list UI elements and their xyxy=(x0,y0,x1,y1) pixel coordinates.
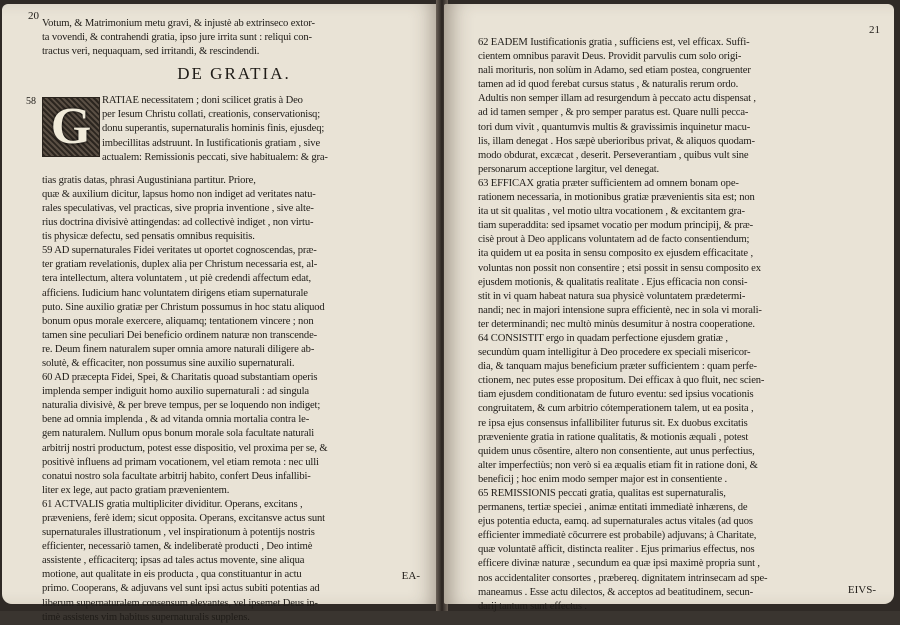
left-catchword: EA- xyxy=(401,570,420,582)
text-line: motione, aut qualitate in eis producta , qua constituantur in actu xyxy=(42,569,302,581)
text-line: bene ad omnia implenda , & ad vitanda omnia mortalia contra le- xyxy=(42,414,310,426)
text-line: præveniente gratia in ratione qualitatis, & motionis æquali , potest xyxy=(478,431,749,443)
right-page xyxy=(444,4,894,612)
text-line: ita ut sit qualitas , vel motio ultra vocationem , & excitantem gra- xyxy=(478,206,745,218)
text-line: quæ & auxilium dicitur, lapsus homo non indiget ad veritates natu- xyxy=(42,188,316,200)
text-line: re ipsa ejus consensus infallibiliter futurus sit. Ex duobus excitatis xyxy=(478,417,748,429)
text-line: congruitatem, & cum arbitrio cótemperationem talem, ut ea posita , xyxy=(478,403,754,415)
text-line: tis physicæ defectu, sed pensatis omnibus requisitis. xyxy=(42,231,255,243)
text-line: 63 EFFICAX gratia præter sufficientem ad omnem bonam ope- xyxy=(478,177,739,189)
text-line: tamen ad id quod ferebat cursus status , & naturalis rerum ordo. xyxy=(478,79,739,91)
margin-number: 58 xyxy=(26,96,36,108)
text-line: bonum opus morale exercere, aliquamq; tentationem vincere ; non xyxy=(42,315,314,327)
drop-cap-letter: G xyxy=(50,98,92,156)
text-line: naturalia divisivè, & per breve tempus, per se loquendo non indiget; xyxy=(42,400,321,412)
section-heading: DE GRATIA. xyxy=(177,64,291,84)
text-line: primo. Cooperans, & adjuvans vel sunt ipsi actus subiti potentias ad xyxy=(42,583,320,595)
text-line: RATIAE necessitatem ; doni scilicet gratis à Deo xyxy=(102,95,303,107)
text-line: quidem unus cōsentire, altero non consentiente, aut unus perfectius, xyxy=(478,445,755,457)
text-line: ter gratiam revelationis, duplex alia per Christum necessaria est, al- xyxy=(42,259,318,271)
text-line: conatui nostro sola facultate arbitrij habito, confert Deus infallibi- xyxy=(42,470,311,482)
text-line: darij tantum sunt effectus . xyxy=(478,600,587,612)
right-body-lines xyxy=(478,36,868,614)
text-line: efficere divinæ naturæ , secundum ea quæ ipsi maximè propria sunt , xyxy=(478,558,760,570)
text-line: per Iesum Christu collati, creationis, conservationisq; xyxy=(102,109,320,121)
text-line: tractus veri, nequaquam, sed irritandi, & rescindendi. xyxy=(42,46,260,58)
text-line: tera intellectum, altera voluntatem , ut piè credendi affectum edat, xyxy=(42,273,312,285)
text-line: secundùm quam intelligitur à Deo procedere ex speciali misericor- xyxy=(478,347,751,359)
text-line: tiam superaddita: sed ipsamet vocatio per modum principij, & præ- xyxy=(478,220,754,232)
text-line: liberum supernaturalem consensum elevantes, vel ipsemet Deus in- xyxy=(42,597,318,609)
text-line: cisè prout à Deo applicans voluntatem ad de facto consentiendum; xyxy=(478,234,750,246)
right-page-number: 21 xyxy=(869,24,880,36)
text-line: efficienter, necessariò tamen, & indeliberatè producti , Deo intimè xyxy=(42,541,313,553)
text-line: tiam ejusdem conditionatam de futuro eventu: sed ipsius vocationis xyxy=(478,389,754,401)
text-line: voluntas non possit non consentire ; etsi possit in sensu composito ex xyxy=(478,262,761,274)
text-line: ejusdem motionis, & qualitatis realitate . Ejus efficacia non consi- xyxy=(478,276,748,288)
text-line: stit in vi quam habeat natura sua physicè voluntatem prædetermi- xyxy=(478,290,746,302)
text-line: gem naturalem. Nullum opus bonum morale sola facultate naturali xyxy=(42,428,315,440)
left-body-lines xyxy=(42,174,426,625)
text-line: ita quidem ut ea posita in sensu composito ex ejusdem efficacitate , xyxy=(478,248,753,260)
text-line: rius doctrina divisivè attingendas: ad collectivè indiget , non virtu- xyxy=(42,217,314,229)
text-line: 61 ACTVALIS gratia multipliciter dividitur. Operans, excitans , xyxy=(42,498,303,510)
left-page xyxy=(2,4,440,623)
text-line: assistente , efficaciterq; ipsas ad tales actus movente, sine aliqua xyxy=(42,555,305,567)
text-line: 59 AD supernaturales Fidei veritates ut oportet cognoscendas, præ- xyxy=(42,245,317,257)
text-line: tori dum vivit , quantumvis multis & gravissimis inquinetur macu- xyxy=(478,121,751,133)
text-line: 60 AD præcepta Fidei, Spei, & Charitatis quoad substantiam operis xyxy=(42,372,318,384)
text-line: imbecillitas adstruunt. In Iustificationis gratiam , sive xyxy=(102,137,320,149)
text-line: re. Deum finem naturalem super omnia amore naturali diligere ab- xyxy=(42,343,315,355)
text-line: puto. Sine auxilio gratiæ per Christum possumus in hoc statu aliquod xyxy=(42,301,325,313)
text-line: arbitrij nostri productum, potest esse dispositio, vel proxima per se, & xyxy=(42,442,328,454)
text-line: afficiens. Iudicium hanc voluntatem dirigens etiam supernaturale xyxy=(42,287,308,299)
text-line: modo obdurat, excæcat , deserit. Perseverantiam , quibus vult sine xyxy=(478,149,749,161)
text-line: ta vovendi, & contrahendi gratia, ipso jure irrita sunt : reliqui con- xyxy=(42,32,312,44)
left-page-number: 20 xyxy=(28,10,39,22)
text-line: nandi; nec in majori intensione supra efficientè, nec in sola vi morali- xyxy=(478,304,762,316)
text-line: Votum, & Matrimonium metu gravi, & injustè ab extrinseco extor- xyxy=(42,18,315,29)
text-line: præveniens, ferè idem; sicut opposita. Operans, excitansve actus sunt xyxy=(42,513,325,524)
text-line: lis, illam denegat . Hos sæpè uberioribus privat, & aliquos quodam- xyxy=(478,135,755,147)
text-line: 64 CONSISTIT ergo in quadam perfectione ejusdem gratiæ , xyxy=(478,332,728,344)
text-line: permanens, tertiæ speciei , animæ entitati immediatè inhærens, de xyxy=(478,502,748,514)
text-line: solutè, & efficaciter, non possumus sine auxilio supernaturali. xyxy=(42,357,295,369)
text-line: efficienter immediatè cōcurrere est probabile) adjuvans; à Charitate, xyxy=(478,530,757,542)
text-line: nali morituris, non solùm in Adamo, sed etiam postea, congruenter xyxy=(478,65,751,77)
text-line: tamen sine peculiari Dei beneficio ordinem naturæ non transcende- xyxy=(42,329,317,341)
text-line: rales speculativas, vel practicas, sive propria inventione , sive alte- xyxy=(42,202,314,214)
text-line: implenda semper indiguit homo auxilio supernaturali : ad singula xyxy=(42,386,309,398)
text-line: rationem necessaria, in motionibus gratiæ prævenientis sita est; non xyxy=(478,192,755,204)
text-line: positivè influens ad primam vocationem, vel etiam remota : nec ulli xyxy=(42,456,319,468)
text-line: ctionem, nec putes esse propositum. Dei efficax à quo fluit, nec scien- xyxy=(478,375,765,387)
text-line: timè assistens vim habitus supernaturalis supplens. xyxy=(42,611,250,623)
text-line: maneamus . Esse actu dilectos, & acceptos ad beatitudinem, secun- xyxy=(478,586,754,598)
left-top-lines xyxy=(42,17,426,59)
text-line: actualem: Remissionis peccati, sive habitualem: & gra- xyxy=(102,151,328,163)
text-line: 62 EADEM Iustificationis gratia , sufficiens est, vel efficax. Suffi- xyxy=(478,37,750,48)
text-line: ad id tamen semper , & pro semper paratus est. Quare nulli pecca- xyxy=(478,107,749,119)
text-line: alter imperfectiùs; non verò si ea æqualis etiam fit in ratione doni, & xyxy=(478,459,758,471)
text-line: tias gratis datas, phrasi Augustiniana partitur. Priore, xyxy=(42,174,256,186)
text-line: beneficij ; hoc enim modo semper major est in consentiente . xyxy=(478,473,728,485)
text-line: nos accidentaliter consortes , præbereq. dignitatem intrinsecam ad spe- xyxy=(478,572,768,584)
text-line: ter determinandi; nec multò minùs desumitur à nostra cooperatione. xyxy=(478,318,755,330)
text-line: 65 REMISSIONIS peccati gratia, qualitas est supernaturalis, xyxy=(478,488,726,499)
drop-cap-paragraph xyxy=(26,94,426,164)
text-line: donu superantis, supernaturalis hominis finis, ejusdeq; xyxy=(102,123,325,135)
text-line: cientem omnibus paravit Deus. Providit parvulis cum solo origi- xyxy=(478,51,742,63)
text-line: personarum acceptione largitur, vel denegat. xyxy=(478,163,660,175)
decorative-initial xyxy=(42,97,100,157)
text-line: supernaturales illustrationum , vel inspirationum à potentijs nostris xyxy=(42,527,315,539)
right-catchword: EIVS- xyxy=(847,584,876,596)
text-line: Adultis non semper illam ad resurgendum à peccato actu dispensat , xyxy=(478,93,756,105)
text-line: dia, & tanquam majus beneficium præter sufficientem : quam perfe- xyxy=(478,361,757,373)
text-line: quæ voluntatē afficit, distincta realiter . Ejus primarius effectus, nos xyxy=(478,544,755,556)
text-line: ejus potentia educta, eamq. ad supernaturales actus vitales (ad quos xyxy=(478,516,753,528)
text-line: liter ex lege, aut pacto gratiam prævenientem. xyxy=(42,484,230,496)
